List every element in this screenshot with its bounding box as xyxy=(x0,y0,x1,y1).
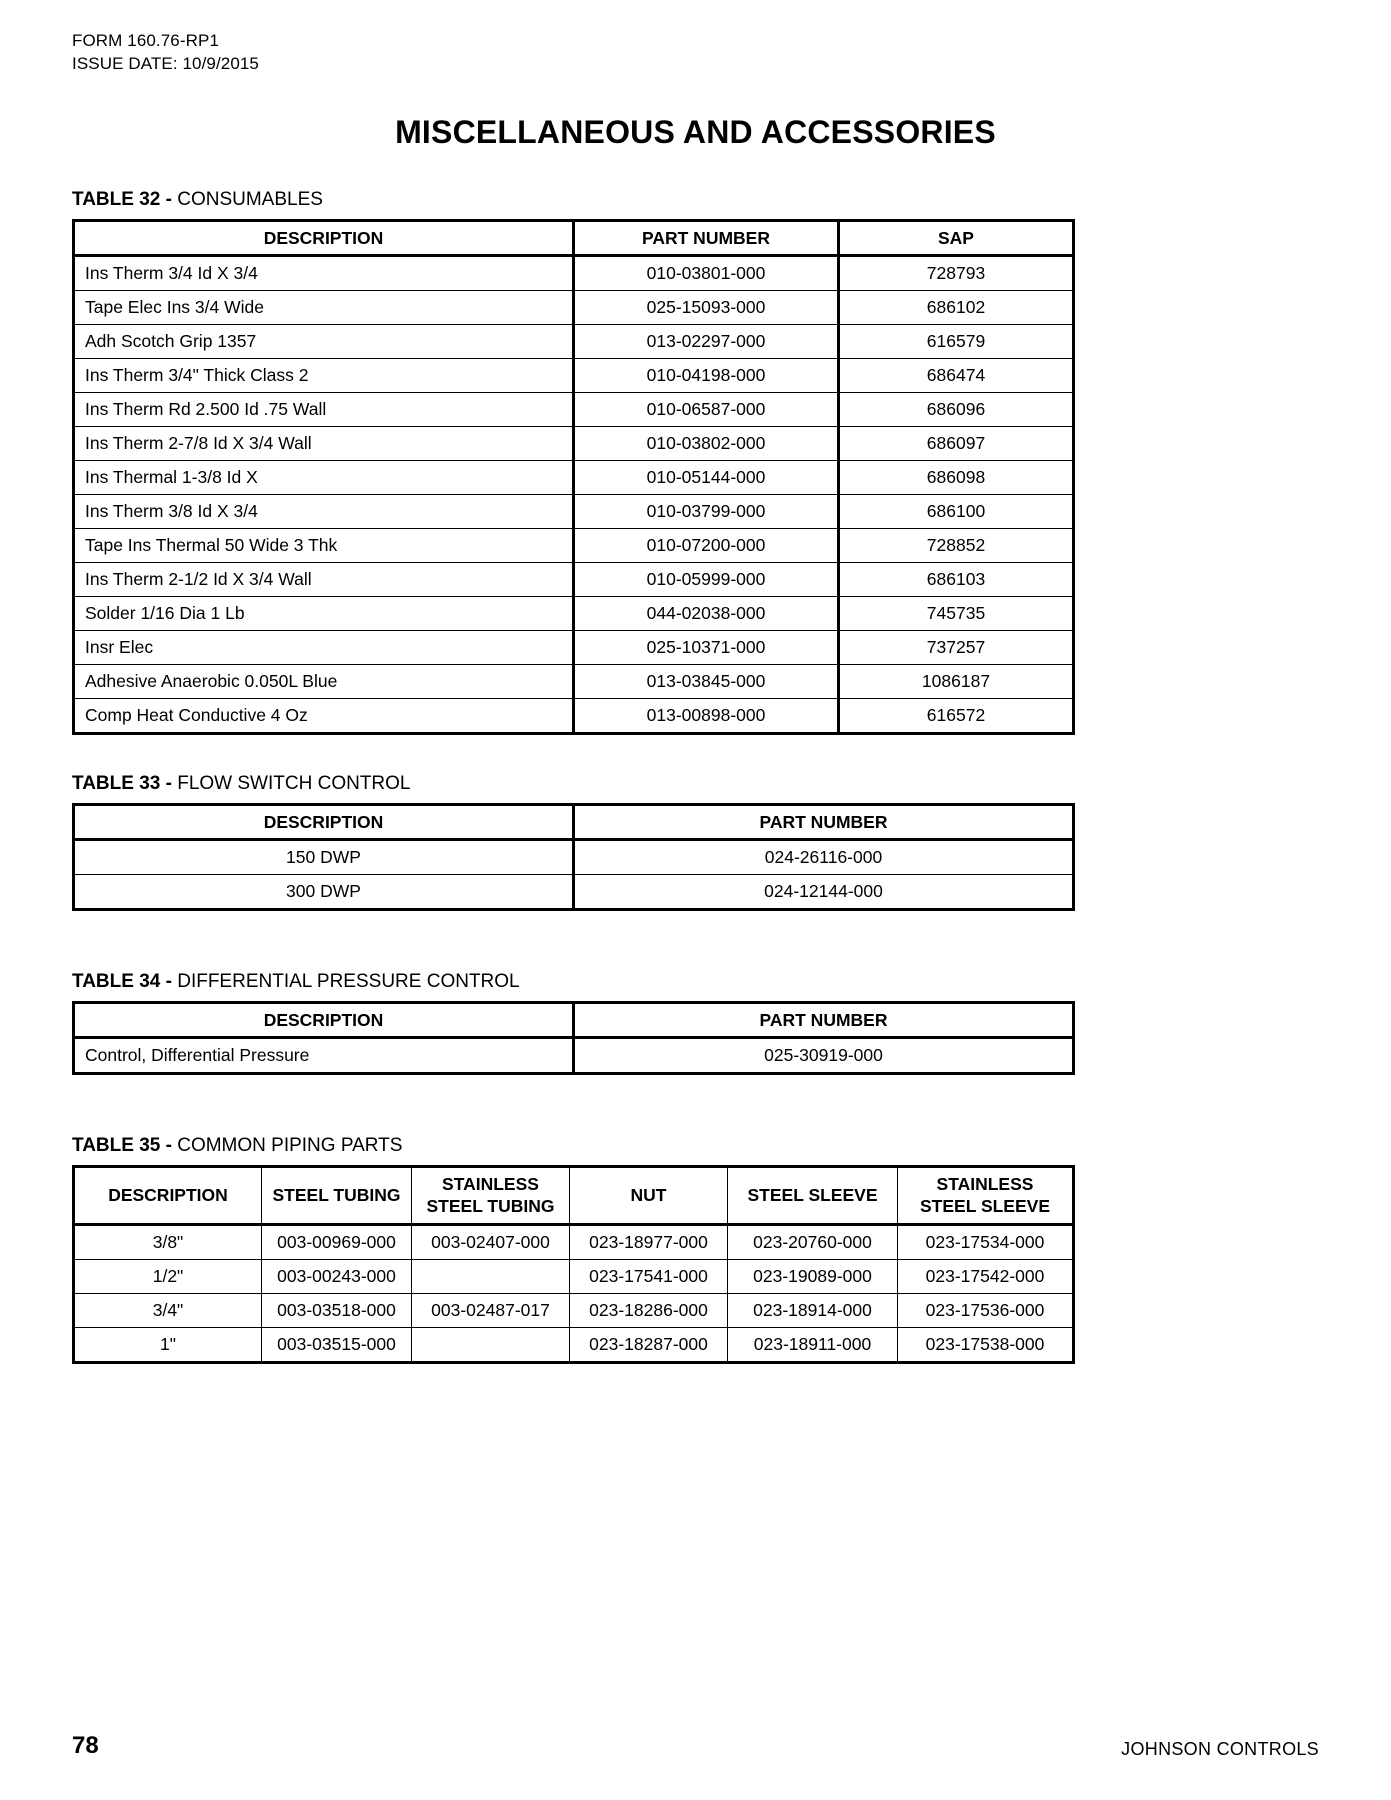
table-35-caption xyxy=(72,1135,1319,1157)
table-row xyxy=(74,631,1074,665)
cell-sap: 616579 xyxy=(839,325,1074,359)
cell-description: Tape Elec Ins 3/4 Wide xyxy=(74,291,574,325)
cell-part-number: 010-03801-000 xyxy=(574,256,839,291)
cell-description: Adh Scotch Grip 1357 xyxy=(74,325,574,359)
cell-sap: 616572 xyxy=(839,699,1074,734)
cell-sap: 686474 xyxy=(839,359,1074,393)
table-34-name: DIFFERENTIAL PRESSURE CONTROL xyxy=(177,971,520,993)
table-row xyxy=(74,359,1074,393)
cell-description: 3/4" xyxy=(74,1293,262,1327)
table-33-col-part-number: PART NUMBER xyxy=(574,805,1074,840)
cell-description: 1" xyxy=(74,1327,262,1362)
cell-description: Ins Therm Rd 2.500 Id .75 Wall xyxy=(74,393,574,427)
table-33-number: TABLE 33 - xyxy=(72,773,178,794)
table-34-number: TABLE 34 - xyxy=(72,971,178,993)
cell-stainless-steel-tubing xyxy=(412,1259,570,1293)
table-32-caption xyxy=(72,189,1319,211)
cell-part-number: 013-00898-000 xyxy=(574,699,839,734)
document-header xyxy=(72,30,1319,76)
table-row xyxy=(74,495,1074,529)
header-line-1: NUT xyxy=(630,1184,667,1205)
table-35-col-steel-tubing xyxy=(262,1167,412,1225)
table-row xyxy=(74,1038,1074,1074)
cell-steel-tubing: 003-00243-000 xyxy=(262,1259,412,1293)
cell-sap: 728852 xyxy=(839,529,1074,563)
table-33-body xyxy=(74,840,1074,910)
table-row xyxy=(74,529,1074,563)
document-footer xyxy=(72,1732,1319,1760)
table-35-body xyxy=(74,1224,1074,1362)
cell-part-number: 010-03799-000 xyxy=(574,495,839,529)
header-line-1: DESCRIPTION xyxy=(108,1184,228,1205)
brand-name: JOHNSON CONTROLS xyxy=(1121,1739,1319,1759)
cell-description: Solder 1/16 Dia 1 Lb xyxy=(74,597,574,631)
cell-part-number: 013-02297-000 xyxy=(574,325,839,359)
cell-sap: 686102 xyxy=(839,291,1074,325)
cell-part-number: 013-03845-000 xyxy=(574,665,839,699)
cell-sap: 737257 xyxy=(839,631,1074,665)
table-row xyxy=(74,1224,1074,1259)
cell-steel-sleeve: 023-18914-000 xyxy=(728,1293,898,1327)
cell-nut: 023-18286-000 xyxy=(570,1293,728,1327)
table-34-header-row xyxy=(74,1003,1074,1038)
cell-description: Insr Elec xyxy=(74,631,574,665)
table-35-col-stainless-steel-tubing xyxy=(412,1167,570,1225)
cell-description: Comp Heat Conductive 4 Oz xyxy=(74,699,574,734)
cell-part-number: 024-12144-000 xyxy=(574,875,1074,910)
table-33-header-row xyxy=(74,805,1074,840)
cell-description: 300 DWP xyxy=(74,875,574,910)
table-33-col-description: DESCRIPTION xyxy=(74,805,574,840)
cell-part-number: 010-07200-000 xyxy=(574,529,839,563)
cell-part-number: 010-04198-000 xyxy=(574,359,839,393)
table-row xyxy=(74,875,1074,910)
section-spacer xyxy=(72,911,1319,933)
table-32-col-description: DESCRIPTION xyxy=(74,220,574,255)
cell-description: 1/2" xyxy=(74,1259,262,1293)
cell-part-number: 025-15093-000 xyxy=(574,291,839,325)
table-32-header-row xyxy=(74,220,1074,255)
cell-part-number: 010-03802-000 xyxy=(574,427,839,461)
table-33 xyxy=(72,803,1075,911)
table-row xyxy=(74,699,1074,734)
cell-nut: 023-18287-000 xyxy=(570,1327,728,1362)
form-number: FORM 160.76-RP1 xyxy=(72,31,219,50)
cell-sap: 686097 xyxy=(839,427,1074,461)
table-34-caption xyxy=(72,971,1319,993)
cell-steel-sleeve: 023-19089-000 xyxy=(728,1259,898,1293)
cell-sap: 686096 xyxy=(839,393,1074,427)
table-34 xyxy=(72,1001,1075,1075)
table-row xyxy=(74,427,1074,461)
cell-description: Ins Thermal 1-3/8 Id X xyxy=(74,461,574,495)
cell-stainless-steel-sleeve: 023-17534-000 xyxy=(898,1224,1074,1259)
cell-description: Ins Therm 3/8 Id X 3/4 xyxy=(74,495,574,529)
cell-steel-tubing: 003-00969-000 xyxy=(262,1224,412,1259)
cell-steel-tubing: 003-03515-000 xyxy=(262,1327,412,1362)
table-34-body xyxy=(74,1038,1074,1074)
issue-date: ISSUE DATE: 10/9/2015 xyxy=(72,53,259,73)
section-spacer xyxy=(72,1075,1319,1097)
table-row xyxy=(74,840,1074,875)
cell-description: Ins Therm 3/4" Thick Class 2 xyxy=(74,359,574,393)
cell-sap: 686098 xyxy=(839,461,1074,495)
table-35-col-nut xyxy=(570,1167,728,1225)
cell-part-number: 024-26116-000 xyxy=(574,840,1074,875)
table-row xyxy=(74,1259,1074,1293)
cell-part-number: 025-30919-000 xyxy=(574,1038,1074,1074)
cell-steel-sleeve: 023-20760-000 xyxy=(728,1224,898,1259)
table-row xyxy=(74,563,1074,597)
cell-description: Ins Therm 2-1/2 Id X 3/4 Wall xyxy=(74,563,574,597)
table-34-col-description: DESCRIPTION xyxy=(74,1003,574,1038)
cell-description: Ins Therm 2-7/8 Id X 3/4 Wall xyxy=(74,427,574,461)
cell-stainless-steel-sleeve: 023-17542-000 xyxy=(898,1259,1074,1293)
cell-part-number: 010-05144-000 xyxy=(574,461,839,495)
table-32-body xyxy=(74,256,1074,734)
table-row xyxy=(74,1293,1074,1327)
cell-sap: 686103 xyxy=(839,563,1074,597)
header-line-1: STEEL TUBING xyxy=(272,1184,401,1205)
table-34-col-part-number: PART NUMBER xyxy=(574,1003,1074,1038)
table-33-caption xyxy=(72,773,1319,795)
table-row xyxy=(74,665,1074,699)
header-line-2: STEEL SLEEVE xyxy=(920,1195,1050,1216)
table-35 xyxy=(72,1165,1075,1364)
table-35-header-row xyxy=(74,1167,1074,1225)
cell-description: 150 DWP xyxy=(74,840,574,875)
table-row xyxy=(74,461,1074,495)
table-35-number: TABLE 35 - xyxy=(72,1135,178,1157)
table-row xyxy=(74,1327,1074,1362)
cell-steel-tubing: 003-03518-000 xyxy=(262,1293,412,1327)
cell-stainless-steel-tubing: 003-02407-000 xyxy=(412,1224,570,1259)
table-33-name: FLOW SWITCH CONTROL xyxy=(177,773,411,794)
cell-nut: 023-17541-000 xyxy=(570,1259,728,1293)
page-number: 78 xyxy=(72,1732,99,1759)
header-line-1: STAINLESS xyxy=(442,1174,539,1195)
table-32-number: TABLE 32 - xyxy=(72,188,178,210)
table-row xyxy=(74,325,1074,359)
header-line-1: STAINLESS xyxy=(936,1174,1034,1195)
cell-stainless-steel-sleeve: 023-17538-000 xyxy=(898,1327,1074,1362)
cell-stainless-steel-tubing xyxy=(412,1327,570,1362)
table-32-col-sap: SAP xyxy=(839,220,1074,255)
cell-description: Control, Differential Pressure xyxy=(74,1038,574,1074)
cell-part-number: 044-02038-000 xyxy=(574,597,839,631)
table-row xyxy=(74,597,1074,631)
cell-description: 3/8" xyxy=(74,1224,262,1259)
cell-stainless-steel-sleeve: 023-17536-000 xyxy=(898,1293,1074,1327)
cell-description: Tape Ins Thermal 50 Wide 3 Thk xyxy=(74,529,574,563)
cell-part-number: 010-06587-000 xyxy=(574,393,839,427)
table-35-name: COMMON PIPING PARTS xyxy=(177,1135,403,1157)
cell-part-number: 025-10371-000 xyxy=(574,631,839,665)
table-row xyxy=(74,256,1074,291)
cell-steel-sleeve: 023-18911-000 xyxy=(728,1327,898,1362)
table-32 xyxy=(72,219,1075,735)
table-row xyxy=(74,291,1074,325)
table-35-col-steel-sleeve xyxy=(728,1167,898,1225)
table-32-col-part-number: PART NUMBER xyxy=(574,220,839,255)
table-row xyxy=(74,393,1074,427)
table-35-col-stainless-steel-sleeve xyxy=(898,1167,1074,1225)
table-35-col-description xyxy=(74,1167,262,1225)
cell-sap: 728793 xyxy=(839,256,1074,291)
table-32-name: CONSUMABLES xyxy=(177,188,323,210)
cell-part-number: 010-05999-000 xyxy=(574,563,839,597)
cell-description: Adhesive Anaerobic 0.050L Blue xyxy=(74,665,574,699)
header-line-2: STEEL TUBING xyxy=(426,1195,555,1216)
cell-sap: 686100 xyxy=(839,495,1074,529)
cell-sap: 745735 xyxy=(839,597,1074,631)
cell-description: Ins Therm 3/4 Id X 3/4 xyxy=(74,256,574,291)
page-title: MISCELLANEOUS AND ACCESSORIES xyxy=(395,113,996,150)
header-line-1: STEEL SLEEVE xyxy=(747,1184,878,1205)
cell-sap: 1086187 xyxy=(839,665,1074,699)
cell-stainless-steel-tubing: 003-02487-017 xyxy=(412,1293,570,1327)
cell-nut: 023-18977-000 xyxy=(570,1224,728,1259)
